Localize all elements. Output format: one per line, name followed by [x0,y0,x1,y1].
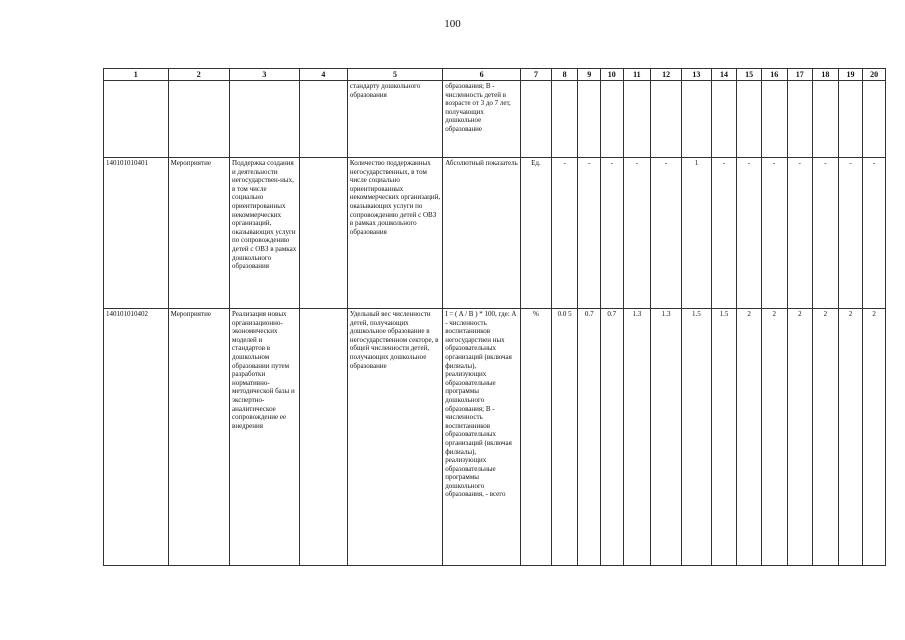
type-cell [168,81,229,158]
value-cell: 1.5 [681,309,711,566]
name-cell [230,81,300,158]
col4-cell [299,309,347,566]
header-cell: 8 [551,69,578,81]
header-cell: 6 [443,69,521,81]
type-cell: Мероприятие [168,309,229,566]
method-cell: Абсолютный показатель [443,158,521,309]
value-cell: - [578,158,601,309]
indicator-cell: Удельный вес численности детей, получающих дошкольное образование в негосударственном секторе, в общей численности детей, получающих дошкольное образование [347,309,442,566]
header-cell: 3 [230,69,300,81]
header-cell: 1 [104,69,169,81]
value-cell [551,81,578,158]
header-cell: 5 [347,69,442,81]
header-row [104,69,886,81]
value-cell: 1 [681,158,711,309]
header-cell: 10 [601,69,624,81]
header-cell: 9 [578,69,601,81]
value-cell [737,81,762,158]
indicator-cell: стандарту дошкольного образования [347,81,442,158]
value-cell: 1.3 [651,309,682,566]
indicator-cell: Количество поддержанных негосударственных, в том числе социально ориентированных некоммерческих организаций, оказывающих услуги по сопровождению детей с ОВЗ в рамках дошкольного образования [347,158,442,309]
unit-cell [521,81,552,158]
value-cell [623,81,651,158]
header-cell: 14 [711,69,737,81]
value-cell [813,81,839,158]
type-cell: Мероприятие [168,158,229,309]
code-cell: 140101010402 [104,309,169,566]
value-cell: 2 [813,309,839,566]
value-cell [761,81,787,158]
value-cell: 0.7 [578,309,601,566]
value-cell: 1.5 [711,309,737,566]
value-cell: - [601,158,624,309]
unit-cell: % [521,309,552,566]
header-cell: 18 [813,69,839,81]
value-cell: - [623,158,651,309]
value-cell: 2 [761,309,787,566]
value-cell [838,81,863,158]
header-cell: 19 [838,69,863,81]
header-cell: 7 [521,69,552,81]
name-cell: Поддержка создания и деятельности негосударствен-ных, в том числе социально ориентированных некоммерческих организаций, оказывающих услуги по сопровождению детей с ОВЗ в рамках дошкольного образования [230,158,300,309]
col4-cell [299,81,347,158]
value-cell: - [711,158,737,309]
value-cell: 2 [838,309,863,566]
col4-cell [299,158,347,309]
program-table [103,68,886,566]
value-cell [711,81,737,158]
value-cell: - [761,158,787,309]
code-cell: 140101010401 [104,158,169,309]
name-cell: Реализация новых организационно-экономических моделей и стандартов в дошкольном образовании путем разработки нормативно-методической базы и экспертно-аналитическое сопровождение ее внедрения [230,309,300,566]
value-cell: - [787,158,813,309]
value-cell: 2 [787,309,813,566]
value-cell: - [838,158,863,309]
table-row [104,309,886,566]
method-cell: образования; В - численность детей в возрасте от 3 до 7 лет, получающих дошкольное образование [443,81,521,158]
value-cell: 2 [863,309,886,566]
method-cell: I = ( A / B ) * 100, где: А - численность воспитанников негосударствен ных образовательных организаций (включая филиалы), реализующих образовательные программы дошкольного образования; В - численность воспитанников образовательных организаций (включая филиалы), реализующих образовательные программы дошкольного образования, - всего [443,309,521,566]
value-cell: - [863,158,886,309]
value-cell: 0.0 5 [551,309,578,566]
value-cell: - [737,158,762,309]
page-number: 100 [444,18,461,30]
code-cell [104,81,169,158]
header-cell: 12 [651,69,682,81]
value-cell [863,81,886,158]
value-cell [601,81,624,158]
header-cell: 15 [737,69,762,81]
header-cell: 4 [299,69,347,81]
header-cell: 20 [863,69,886,81]
value-cell [681,81,711,158]
value-cell: - [813,158,839,309]
header-cell: 11 [623,69,651,81]
header-cell: 17 [787,69,813,81]
value-cell: - [551,158,578,309]
header-cell: 16 [761,69,787,81]
header-cell: 2 [168,69,229,81]
value-cell: 2 [737,309,762,566]
value-cell [651,81,682,158]
table-row [104,158,886,309]
value-cell [578,81,601,158]
header-cell: 13 [681,69,711,81]
value-cell [787,81,813,158]
value-cell: 0.7 [601,309,624,566]
table-row [104,81,886,158]
unit-cell: Ед. [521,158,552,309]
value-cell: 1.3 [623,309,651,566]
value-cell: - [651,158,682,309]
